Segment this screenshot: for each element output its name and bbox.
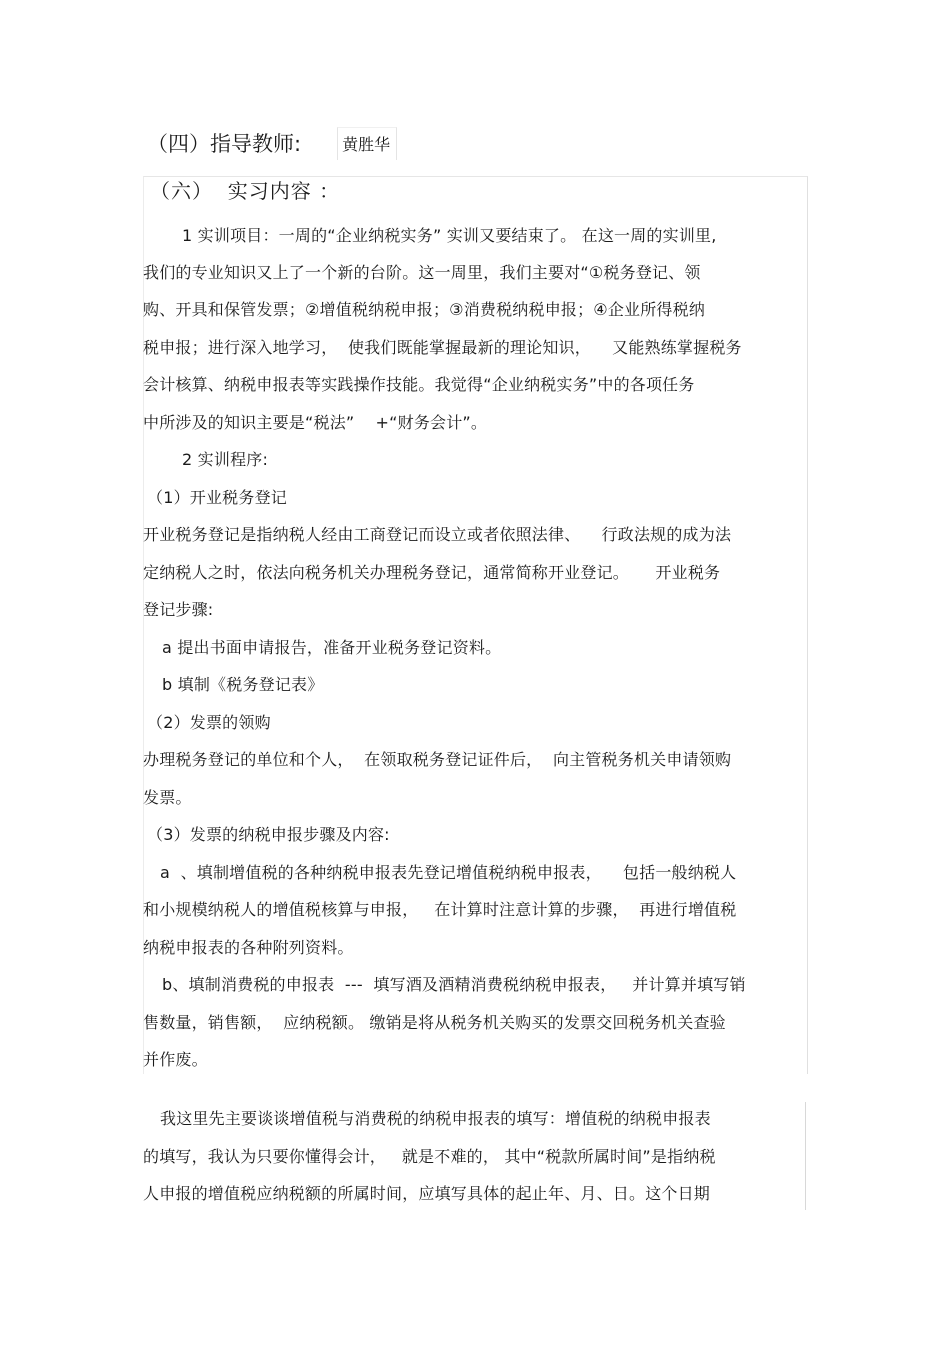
body-line: 开业税务登记是指纳税人经由工商登记而设立或者依照法律、 行政法规的成为法 (143, 525, 732, 544)
body-line: 登记步骤: (143, 600, 214, 619)
body-line: 定纳税人之时，依法向税务机关办理税务登记，通常简称开业登记。 开业税务 (143, 563, 721, 582)
body-line: 1 实训项目：一周的“企业纳税实务” 实训又要结束了。 在这一周的实训里, (182, 226, 717, 245)
body-line: 购、开具和保管发票；②增值税纳税申报；③消费税纳税申报；④企业所得税纳 (143, 300, 706, 319)
body-line: 并作废。 (143, 1050, 208, 1069)
body-line: 的填写，我认为只要你懂得会计， 就是不难的， 其中“税款所属时间”是指纳税 (143, 1147, 716, 1166)
body-line: （2）发票的领购 (147, 713, 271, 732)
section-title: （六） 实习内容 ： (150, 179, 341, 203)
body-line: 人申报的增值税应纳税额的所属时间，应填写具体的起止年、月、日。这个日期 (143, 1184, 711, 1203)
body-line: 发票。 (143, 788, 192, 807)
body-line: 售数量，销售额， 应纳税额。 缴销是将从税务机关购买的发票交回税务机关查验 (143, 1013, 726, 1032)
body-line: 2 实训程序: (182, 450, 269, 469)
instructor-row (147, 126, 397, 160)
body-line: a 提出书面申请报告，准备开业税务登记资料。 (162, 638, 502, 657)
body-line: 我这里先主要谈谈增值税与消费税的纳税申报表的填写：增值税的纳税申报表 (160, 1109, 711, 1128)
body-line: 办理税务登记的单位和个人， 在领取税务登记证件后， 向主管税务机关申请领购 (143, 750, 732, 769)
instructor-label: （四）指导教师: (147, 132, 302, 156)
body-line: b、填制消费税的申报表 --- 填写酒及酒精消费税纳税申报表， 并计算并填写销 (162, 975, 746, 994)
body-line: 和小规模纳税人的增值税核算与申报， 在计算时注意计算的步骤， 再进行增值税 (143, 900, 737, 919)
body-line: a 、填制增值税的各种纳税申报表先登记增值税纳税申报表， 包括一般纳税人 (160, 863, 737, 882)
body-line: 纳税申报表的各种附列资料。 (143, 938, 354, 957)
body-line: 我们的专业知识又上了一个新的台阶。这一周里，我们主要对“①税务登记、领 (143, 263, 701, 282)
body-line: 中所涉及的知识主要是“税法” +“财务会计”。 (143, 413, 488, 432)
body-line: 会计核算、纳税申报表等实践操作技能。我觉得“企业纳税实务”中的各项任务 (143, 375, 695, 394)
body-line: （1）开业税务登记 (147, 488, 287, 507)
body-line: 税申报；进行深入地学习， 使我们既能掌握最新的理论知识， 又能熟练掌握税务 (143, 338, 742, 357)
body-line: （3）发票的纳税申报步骤及内容: (147, 825, 390, 844)
instructor-name: 黄胜华 (337, 127, 397, 160)
body-line: b 填制《税务登记表》 (162, 675, 324, 694)
